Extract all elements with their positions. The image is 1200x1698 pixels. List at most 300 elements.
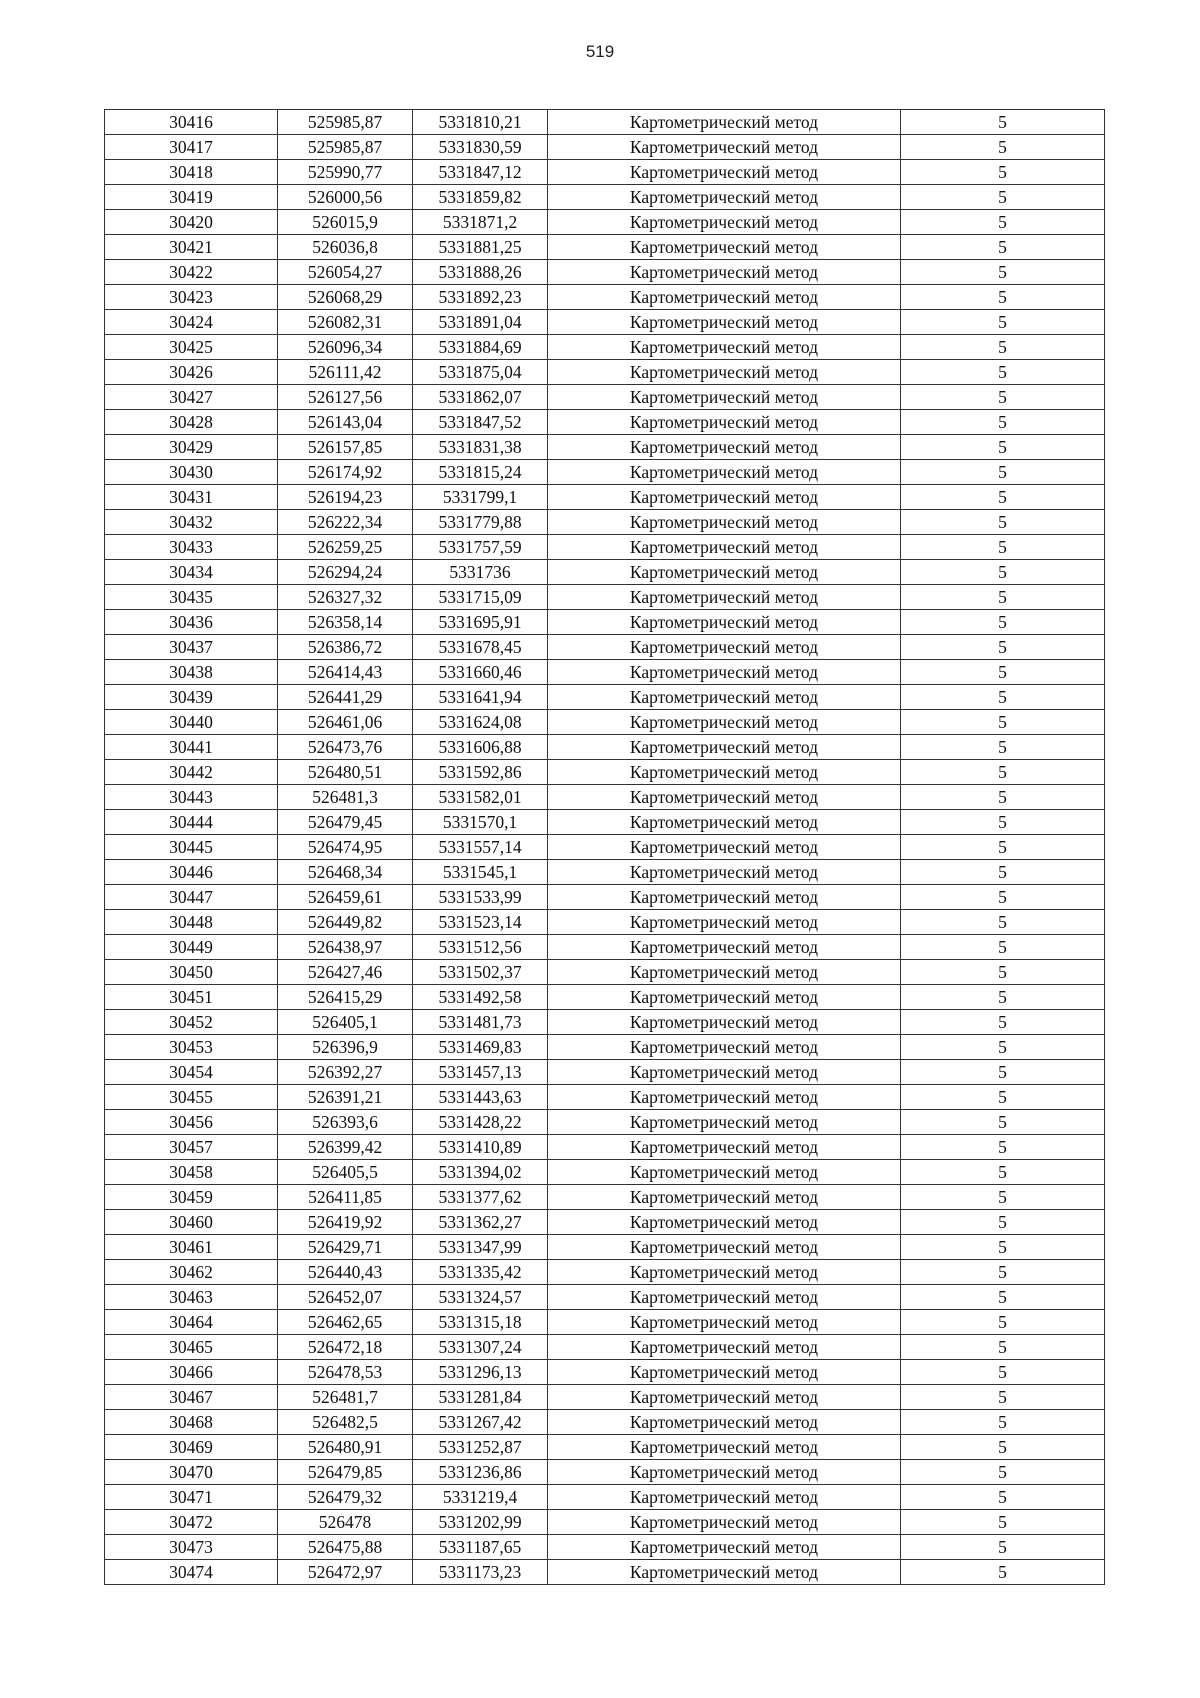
method-cell: Картометрический метод bbox=[548, 1135, 901, 1160]
table-row bbox=[105, 1085, 1105, 1110]
method-cell: Картометрический метод bbox=[548, 185, 901, 210]
accuracy-cell: 5 bbox=[901, 1210, 1105, 1235]
method-cell: Картометрический метод bbox=[548, 910, 901, 935]
point-number-cell: 30428 bbox=[105, 410, 278, 435]
method-cell: Картометрический метод bbox=[548, 885, 901, 910]
point-number-cell: 30449 bbox=[105, 935, 278, 960]
x-coordinate-cell: 526174,92 bbox=[278, 460, 413, 485]
table-row bbox=[105, 735, 1105, 760]
point-number-cell: 30448 bbox=[105, 910, 278, 935]
accuracy-cell: 5 bbox=[901, 1410, 1105, 1435]
table-row bbox=[105, 810, 1105, 835]
table-row bbox=[105, 1385, 1105, 1410]
x-coordinate-cell: 526459,61 bbox=[278, 885, 413, 910]
accuracy-cell: 5 bbox=[901, 1060, 1105, 1085]
point-number-cell: 30447 bbox=[105, 885, 278, 910]
point-number-cell: 30459 bbox=[105, 1185, 278, 1210]
accuracy-cell: 5 bbox=[901, 1185, 1105, 1210]
point-number-cell: 30455 bbox=[105, 1085, 278, 1110]
x-coordinate-cell: 526259,25 bbox=[278, 535, 413, 560]
table-row bbox=[105, 1560, 1105, 1585]
method-cell: Картометрический метод bbox=[548, 535, 901, 560]
x-coordinate-cell: 526475,88 bbox=[278, 1535, 413, 1560]
table-row bbox=[105, 260, 1105, 285]
x-coordinate-cell: 526054,27 bbox=[278, 260, 413, 285]
x-coordinate-cell: 526472,97 bbox=[278, 1560, 413, 1585]
accuracy-cell: 5 bbox=[901, 1260, 1105, 1285]
method-cell: Картометрический метод bbox=[548, 960, 901, 985]
table-row bbox=[105, 1010, 1105, 1035]
y-coordinate-cell: 5331881,25 bbox=[413, 235, 548, 260]
point-number-cell: 30457 bbox=[105, 1135, 278, 1160]
x-coordinate-cell: 526222,34 bbox=[278, 510, 413, 535]
method-cell: Картометрический метод bbox=[548, 635, 901, 660]
y-coordinate-cell: 5331469,83 bbox=[413, 1035, 548, 1060]
table-row bbox=[105, 1285, 1105, 1310]
y-coordinate-cell: 5331779,88 bbox=[413, 510, 548, 535]
accuracy-cell: 5 bbox=[901, 910, 1105, 935]
y-coordinate-cell: 5331307,24 bbox=[413, 1335, 548, 1360]
table-row bbox=[105, 310, 1105, 335]
method-cell: Картометрический метод bbox=[548, 1285, 901, 1310]
table-row bbox=[105, 235, 1105, 260]
table-row bbox=[105, 610, 1105, 635]
table-row bbox=[105, 910, 1105, 935]
point-number-cell: 30458 bbox=[105, 1160, 278, 1185]
table-row bbox=[105, 710, 1105, 735]
y-coordinate-cell: 5331492,58 bbox=[413, 985, 548, 1010]
accuracy-cell: 5 bbox=[901, 1135, 1105, 1160]
point-number-cell: 30446 bbox=[105, 860, 278, 885]
method-cell: Картометрический метод bbox=[548, 610, 901, 635]
table-row bbox=[105, 410, 1105, 435]
point-number-cell: 30437 bbox=[105, 635, 278, 660]
x-coordinate-cell: 526479,45 bbox=[278, 810, 413, 835]
accuracy-cell: 5 bbox=[901, 1160, 1105, 1185]
table-row bbox=[105, 660, 1105, 685]
accuracy-cell: 5 bbox=[901, 1085, 1105, 1110]
method-cell: Картометрический метод bbox=[548, 585, 901, 610]
y-coordinate-cell: 5331394,02 bbox=[413, 1160, 548, 1185]
point-number-cell: 30444 bbox=[105, 810, 278, 835]
table-row bbox=[105, 985, 1105, 1010]
method-cell: Картометрический метод bbox=[548, 660, 901, 685]
table-row bbox=[105, 135, 1105, 160]
method-cell: Картометрический метод bbox=[548, 1210, 901, 1235]
point-number-cell: 30466 bbox=[105, 1360, 278, 1385]
x-coordinate-cell: 526415,29 bbox=[278, 985, 413, 1010]
x-coordinate-cell: 526386,72 bbox=[278, 635, 413, 660]
accuracy-cell: 5 bbox=[901, 1285, 1105, 1310]
table-row bbox=[105, 860, 1105, 885]
x-coordinate-cell: 526391,21 bbox=[278, 1085, 413, 1110]
method-cell: Картометрический метод bbox=[548, 210, 901, 235]
accuracy-cell: 5 bbox=[901, 760, 1105, 785]
point-number-cell: 30429 bbox=[105, 435, 278, 460]
point-number-cell: 30427 bbox=[105, 385, 278, 410]
method-cell: Картометрический метод bbox=[548, 685, 901, 710]
y-coordinate-cell: 5331810,21 bbox=[413, 110, 548, 135]
point-number-cell: 30434 bbox=[105, 560, 278, 585]
method-cell: Картометрический метод bbox=[548, 1310, 901, 1335]
y-coordinate-cell: 5331888,26 bbox=[413, 260, 548, 285]
accuracy-cell: 5 bbox=[901, 535, 1105, 560]
x-coordinate-cell: 526327,32 bbox=[278, 585, 413, 610]
table-row bbox=[105, 1210, 1105, 1235]
accuracy-cell: 5 bbox=[901, 160, 1105, 185]
table-row bbox=[105, 160, 1105, 185]
y-coordinate-cell: 5331202,99 bbox=[413, 1510, 548, 1535]
table-row bbox=[105, 835, 1105, 860]
y-coordinate-cell: 5331570,1 bbox=[413, 810, 548, 835]
y-coordinate-cell: 5331736 bbox=[413, 560, 548, 585]
point-number-cell: 30472 bbox=[105, 1510, 278, 1535]
accuracy-cell: 5 bbox=[901, 685, 1105, 710]
y-coordinate-cell: 5331831,38 bbox=[413, 435, 548, 460]
x-coordinate-cell: 526393,6 bbox=[278, 1110, 413, 1135]
point-number-cell: 30433 bbox=[105, 535, 278, 560]
accuracy-cell: 5 bbox=[901, 1010, 1105, 1035]
point-number-cell: 30423 bbox=[105, 285, 278, 310]
method-cell: Картометрический метод bbox=[548, 1035, 901, 1060]
y-coordinate-cell: 5331557,14 bbox=[413, 835, 548, 860]
method-cell: Картометрический метод bbox=[548, 485, 901, 510]
x-coordinate-cell: 526194,23 bbox=[278, 485, 413, 510]
y-coordinate-cell: 5331267,42 bbox=[413, 1410, 548, 1435]
method-cell: Картометрический метод bbox=[548, 1410, 901, 1435]
point-number-cell: 30452 bbox=[105, 1010, 278, 1035]
x-coordinate-cell: 526294,24 bbox=[278, 560, 413, 585]
y-coordinate-cell: 5331187,65 bbox=[413, 1535, 548, 1560]
accuracy-cell: 5 bbox=[901, 1110, 1105, 1135]
accuracy-cell: 5 bbox=[901, 1235, 1105, 1260]
table-row bbox=[105, 385, 1105, 410]
method-cell: Картометрический метод bbox=[548, 1535, 901, 1560]
accuracy-cell: 5 bbox=[901, 185, 1105, 210]
y-coordinate-cell: 5331606,88 bbox=[413, 735, 548, 760]
accuracy-cell: 5 bbox=[901, 1535, 1105, 1560]
accuracy-cell: 5 bbox=[901, 110, 1105, 135]
point-number-cell: 30468 bbox=[105, 1410, 278, 1435]
accuracy-cell: 5 bbox=[901, 660, 1105, 685]
y-coordinate-cell: 5331871,2 bbox=[413, 210, 548, 235]
point-number-cell: 30436 bbox=[105, 610, 278, 635]
point-number-cell: 30460 bbox=[105, 1210, 278, 1235]
accuracy-cell: 5 bbox=[901, 1035, 1105, 1060]
x-coordinate-cell: 526000,56 bbox=[278, 185, 413, 210]
y-coordinate-cell: 5331847,12 bbox=[413, 160, 548, 185]
y-coordinate-cell: 5331660,46 bbox=[413, 660, 548, 685]
point-number-cell: 30454 bbox=[105, 1060, 278, 1085]
method-cell: Картометрический метод bbox=[548, 935, 901, 960]
method-cell: Картометрический метод bbox=[548, 1335, 901, 1360]
table-row bbox=[105, 335, 1105, 360]
y-coordinate-cell: 5331252,87 bbox=[413, 1435, 548, 1460]
x-coordinate-cell: 526468,34 bbox=[278, 860, 413, 885]
accuracy-cell: 5 bbox=[901, 1360, 1105, 1385]
point-number-cell: 30474 bbox=[105, 1560, 278, 1585]
y-coordinate-cell: 5331862,07 bbox=[413, 385, 548, 410]
table-row bbox=[105, 935, 1105, 960]
y-coordinate-cell: 5331347,99 bbox=[413, 1235, 548, 1260]
table-row bbox=[105, 1485, 1105, 1510]
y-coordinate-cell: 5331281,84 bbox=[413, 1385, 548, 1410]
method-cell: Картометрический метод bbox=[548, 835, 901, 860]
x-coordinate-cell: 526419,92 bbox=[278, 1210, 413, 1235]
x-coordinate-cell: 526082,31 bbox=[278, 310, 413, 335]
accuracy-cell: 5 bbox=[901, 860, 1105, 885]
point-number-cell: 30416 bbox=[105, 110, 278, 135]
accuracy-cell: 5 bbox=[901, 835, 1105, 860]
y-coordinate-cell: 5331891,04 bbox=[413, 310, 548, 335]
point-number-cell: 30435 bbox=[105, 585, 278, 610]
method-cell: Картометрический метод bbox=[548, 860, 901, 885]
table-row bbox=[105, 535, 1105, 560]
y-coordinate-cell: 5331875,04 bbox=[413, 360, 548, 385]
table-row bbox=[105, 1410, 1105, 1435]
point-number-cell: 30421 bbox=[105, 235, 278, 260]
x-coordinate-cell: 526405,5 bbox=[278, 1160, 413, 1185]
x-coordinate-cell: 526358,14 bbox=[278, 610, 413, 635]
y-coordinate-cell: 5331428,22 bbox=[413, 1110, 548, 1135]
table-row bbox=[105, 1535, 1105, 1560]
method-cell: Картометрический метод bbox=[548, 1160, 901, 1185]
method-cell: Картометрический метод bbox=[548, 560, 901, 585]
x-coordinate-cell: 526478 bbox=[278, 1510, 413, 1535]
y-coordinate-cell: 5331443,63 bbox=[413, 1085, 548, 1110]
accuracy-cell: 5 bbox=[901, 1385, 1105, 1410]
x-coordinate-cell: 526478,53 bbox=[278, 1360, 413, 1385]
accuracy-cell: 5 bbox=[901, 985, 1105, 1010]
table-row bbox=[105, 210, 1105, 235]
table-row bbox=[105, 1135, 1105, 1160]
y-coordinate-cell: 5331695,91 bbox=[413, 610, 548, 635]
x-coordinate-cell: 526036,8 bbox=[278, 235, 413, 260]
point-number-cell: 30420 bbox=[105, 210, 278, 235]
accuracy-cell: 5 bbox=[901, 410, 1105, 435]
method-cell: Картометрический метод bbox=[548, 985, 901, 1010]
method-cell: Картометрический метод bbox=[548, 510, 901, 535]
point-number-cell: 30463 bbox=[105, 1285, 278, 1310]
coordinates-table bbox=[104, 109, 1105, 1585]
accuracy-cell: 5 bbox=[901, 885, 1105, 910]
y-coordinate-cell: 5331324,57 bbox=[413, 1285, 548, 1310]
table-row bbox=[105, 1435, 1105, 1460]
y-coordinate-cell: 5331512,56 bbox=[413, 935, 548, 960]
y-coordinate-cell: 5331362,27 bbox=[413, 1210, 548, 1235]
point-number-cell: 30467 bbox=[105, 1385, 278, 1410]
accuracy-cell: 5 bbox=[901, 210, 1105, 235]
method-cell: Картометрический метод bbox=[548, 1260, 901, 1285]
point-number-cell: 30418 bbox=[105, 160, 278, 185]
accuracy-cell: 5 bbox=[901, 385, 1105, 410]
x-coordinate-cell: 526396,9 bbox=[278, 1035, 413, 1060]
method-cell: Картометрический метод bbox=[548, 135, 901, 160]
y-coordinate-cell: 5331315,18 bbox=[413, 1310, 548, 1335]
table-row bbox=[105, 1510, 1105, 1535]
method-cell: Картометрический метод bbox=[548, 235, 901, 260]
method-cell: Картометрический метод bbox=[548, 760, 901, 785]
table-row bbox=[105, 1335, 1105, 1360]
x-coordinate-cell: 526427,46 bbox=[278, 960, 413, 985]
table-row bbox=[105, 960, 1105, 985]
method-cell: Картометрический метод bbox=[548, 1560, 901, 1585]
x-coordinate-cell: 526462,65 bbox=[278, 1310, 413, 1335]
table-row bbox=[105, 485, 1105, 510]
x-coordinate-cell: 526481,3 bbox=[278, 785, 413, 810]
y-coordinate-cell: 5331884,69 bbox=[413, 335, 548, 360]
y-coordinate-cell: 5331502,37 bbox=[413, 960, 548, 985]
method-cell: Картометрический метод bbox=[548, 160, 901, 185]
x-coordinate-cell: 525990,77 bbox=[278, 160, 413, 185]
method-cell: Картометрический метод bbox=[548, 435, 901, 460]
x-coordinate-cell: 526473,76 bbox=[278, 735, 413, 760]
x-coordinate-cell: 526411,85 bbox=[278, 1185, 413, 1210]
table-row bbox=[105, 785, 1105, 810]
table-row bbox=[105, 685, 1105, 710]
accuracy-cell: 5 bbox=[901, 1310, 1105, 1335]
x-coordinate-cell: 526143,04 bbox=[278, 410, 413, 435]
x-coordinate-cell: 526429,71 bbox=[278, 1235, 413, 1260]
point-number-cell: 30470 bbox=[105, 1460, 278, 1485]
method-cell: Картометрический метод bbox=[548, 735, 901, 760]
point-number-cell: 30473 bbox=[105, 1535, 278, 1560]
accuracy-cell: 5 bbox=[901, 1460, 1105, 1485]
method-cell: Картометрический метод bbox=[548, 710, 901, 735]
method-cell: Картометрический метод bbox=[548, 1235, 901, 1260]
point-number-cell: 30425 bbox=[105, 335, 278, 360]
y-coordinate-cell: 5331641,94 bbox=[413, 685, 548, 710]
point-number-cell: 30441 bbox=[105, 735, 278, 760]
table-row bbox=[105, 760, 1105, 785]
method-cell: Картометрический метод bbox=[548, 260, 901, 285]
table-row bbox=[105, 510, 1105, 535]
table-row bbox=[105, 1160, 1105, 1185]
point-number-cell: 30426 bbox=[105, 360, 278, 385]
accuracy-cell: 5 bbox=[901, 1510, 1105, 1535]
table-row bbox=[105, 560, 1105, 585]
x-coordinate-cell: 525985,87 bbox=[278, 110, 413, 135]
accuracy-cell: 5 bbox=[901, 1435, 1105, 1460]
accuracy-cell: 5 bbox=[901, 260, 1105, 285]
x-coordinate-cell: 526480,51 bbox=[278, 760, 413, 785]
accuracy-cell: 5 bbox=[901, 585, 1105, 610]
accuracy-cell: 5 bbox=[901, 960, 1105, 985]
method-cell: Картометрический метод bbox=[548, 1060, 901, 1085]
accuracy-cell: 5 bbox=[901, 135, 1105, 160]
method-cell: Картометрический метод bbox=[548, 1085, 901, 1110]
accuracy-cell: 5 bbox=[901, 610, 1105, 635]
y-coordinate-cell: 5331377,62 bbox=[413, 1185, 548, 1210]
point-number-cell: 30422 bbox=[105, 260, 278, 285]
x-coordinate-cell: 526157,85 bbox=[278, 435, 413, 460]
x-coordinate-cell: 526479,32 bbox=[278, 1485, 413, 1510]
table-row bbox=[105, 185, 1105, 210]
y-coordinate-cell: 5331582,01 bbox=[413, 785, 548, 810]
table-row bbox=[105, 460, 1105, 485]
table-row bbox=[105, 110, 1105, 135]
accuracy-cell: 5 bbox=[901, 310, 1105, 335]
x-coordinate-cell: 526474,95 bbox=[278, 835, 413, 860]
point-number-cell: 30438 bbox=[105, 660, 278, 685]
table-row bbox=[105, 1310, 1105, 1335]
point-number-cell: 30430 bbox=[105, 460, 278, 485]
x-coordinate-cell: 526096,34 bbox=[278, 335, 413, 360]
accuracy-cell: 5 bbox=[901, 635, 1105, 660]
y-coordinate-cell: 5331173,23 bbox=[413, 1560, 548, 1585]
accuracy-cell: 5 bbox=[901, 785, 1105, 810]
point-number-cell: 30442 bbox=[105, 760, 278, 785]
point-number-cell: 30424 bbox=[105, 310, 278, 335]
x-coordinate-cell: 526461,06 bbox=[278, 710, 413, 735]
x-coordinate-cell: 526440,43 bbox=[278, 1260, 413, 1285]
method-cell: Картометрический метод bbox=[548, 1460, 901, 1485]
accuracy-cell: 5 bbox=[901, 235, 1105, 260]
y-coordinate-cell: 5331847,52 bbox=[413, 410, 548, 435]
y-coordinate-cell: 5331892,23 bbox=[413, 285, 548, 310]
accuracy-cell: 5 bbox=[901, 1560, 1105, 1585]
point-number-cell: 30417 bbox=[105, 135, 278, 160]
method-cell: Картометрический метод bbox=[548, 335, 901, 360]
table-row bbox=[105, 635, 1105, 660]
method-cell: Картометрический метод bbox=[548, 410, 901, 435]
point-number-cell: 30451 bbox=[105, 985, 278, 1010]
accuracy-cell: 5 bbox=[901, 710, 1105, 735]
accuracy-cell: 5 bbox=[901, 435, 1105, 460]
point-number-cell: 30471 bbox=[105, 1485, 278, 1510]
point-number-cell: 30453 bbox=[105, 1035, 278, 1060]
method-cell: Картометрический метод bbox=[548, 360, 901, 385]
y-coordinate-cell: 5331335,42 bbox=[413, 1260, 548, 1285]
y-coordinate-cell: 5331410,89 bbox=[413, 1135, 548, 1160]
y-coordinate-cell: 5331815,24 bbox=[413, 460, 548, 485]
y-coordinate-cell: 5331715,09 bbox=[413, 585, 548, 610]
point-number-cell: 30445 bbox=[105, 835, 278, 860]
y-coordinate-cell: 5331296,13 bbox=[413, 1360, 548, 1385]
method-cell: Картометрический метод bbox=[548, 1010, 901, 1035]
method-cell: Картометрический метод bbox=[548, 785, 901, 810]
point-number-cell: 30450 bbox=[105, 960, 278, 985]
table-row bbox=[105, 1360, 1105, 1385]
point-number-cell: 30469 bbox=[105, 1435, 278, 1460]
point-number-cell: 30456 bbox=[105, 1110, 278, 1135]
method-cell: Картометрический метод bbox=[548, 460, 901, 485]
table-row bbox=[105, 585, 1105, 610]
table-row bbox=[105, 1110, 1105, 1135]
method-cell: Картометрический метод bbox=[548, 1110, 901, 1135]
table-row bbox=[105, 885, 1105, 910]
y-coordinate-cell: 5331757,59 bbox=[413, 535, 548, 560]
accuracy-cell: 5 bbox=[901, 510, 1105, 535]
method-cell: Картометрический метод bbox=[548, 1360, 901, 1385]
method-cell: Картометрический метод bbox=[548, 1385, 901, 1410]
point-number-cell: 30443 bbox=[105, 785, 278, 810]
table-row bbox=[105, 285, 1105, 310]
point-number-cell: 30432 bbox=[105, 510, 278, 535]
y-coordinate-cell: 5331533,99 bbox=[413, 885, 548, 910]
y-coordinate-cell: 5331481,73 bbox=[413, 1010, 548, 1035]
x-coordinate-cell: 526111,42 bbox=[278, 360, 413, 385]
y-coordinate-cell: 5331523,14 bbox=[413, 910, 548, 935]
accuracy-cell: 5 bbox=[901, 1335, 1105, 1360]
x-coordinate-cell: 526392,27 bbox=[278, 1060, 413, 1085]
table-row bbox=[105, 1460, 1105, 1485]
accuracy-cell: 5 bbox=[901, 560, 1105, 585]
method-cell: Картометрический метод bbox=[548, 110, 901, 135]
accuracy-cell: 5 bbox=[901, 810, 1105, 835]
x-coordinate-cell: 526479,85 bbox=[278, 1460, 413, 1485]
y-coordinate-cell: 5331624,08 bbox=[413, 710, 548, 735]
